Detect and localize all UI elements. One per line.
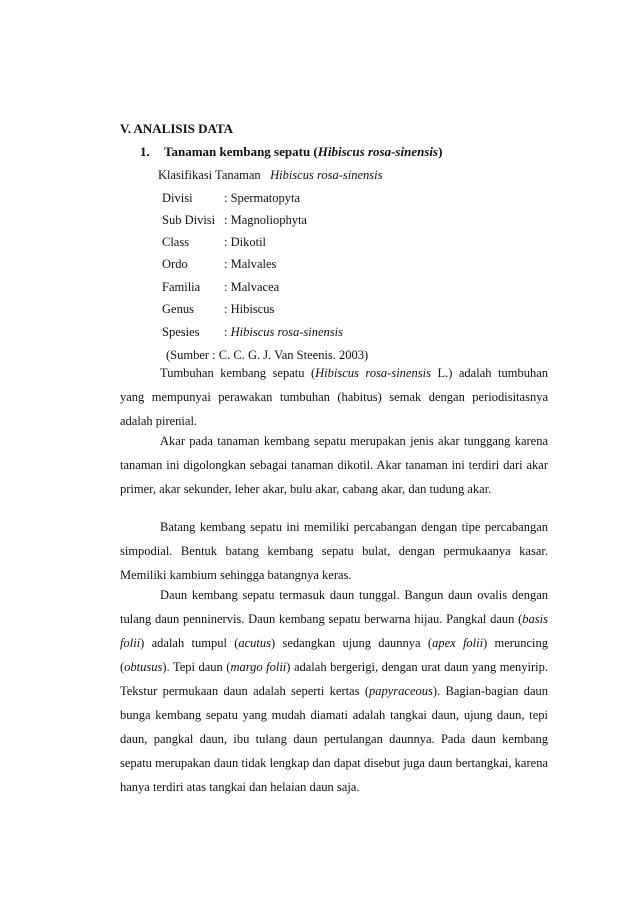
taxonomy-species-italic: Hibiscus rosa-sinensis	[230, 325, 343, 339]
text-run: Tumbuhan kembang sepatu (	[160, 366, 316, 380]
text-run: ) adalah bergerigi, dengan urat daun yang menyirip. Tekstur permukaan daun adalah seperti kertas (	[120, 660, 548, 698]
taxonomy-value: : Hibiscus	[224, 302, 275, 316]
text-run: ) meruncing (	[120, 636, 548, 674]
subsection-title-end: )	[438, 144, 443, 159]
taxonomy-key: Sub Divisi	[162, 213, 216, 227]
text-run: ) sedangkan ujung daunnya (	[271, 636, 433, 650]
taxonomy-row-ordo	[162, 257, 276, 272]
taxonomy-key: Divisi	[162, 191, 193, 205]
section-heading: V. ANALISIS DATA	[120, 121, 234, 136]
subsection-title-text: Tanaman kembang sepatu (	[164, 144, 318, 159]
taxonomy-row-class	[162, 235, 266, 250]
paragraph-habitus	[120, 361, 548, 433]
taxonomy-key: Ordo	[162, 257, 188, 271]
taxonomy-value: :	[224, 325, 231, 339]
taxonomy-value: : Spermatopyta	[224, 191, 301, 205]
taxonomy-key: Spesies	[162, 325, 200, 339]
taxonomy-key: Class	[162, 235, 190, 249]
classification-label	[158, 168, 382, 183]
italic-run: obtusus	[124, 660, 163, 674]
taxonomy-value: : Dikotil	[224, 235, 267, 249]
taxonomy-key: Familia	[162, 280, 201, 294]
paragraph-akar: Akar pada tanaman kembang sepatu merupakan jenis akar tunggang karena tanaman ini digolongkan sebagai tanaman dikotil. Akar tanaman ini terdiri dari akar primer, akar sekunder, leher akar, bulu akar, cabang akar, dan tudung akar.	[120, 434, 548, 496]
taxonomy-value: : Malvacea	[224, 280, 280, 294]
taxonomy-row-genus	[162, 302, 274, 317]
text-run: ). Bagian-bagian daun bunga kembang sepatu yang mudah diamati adalah tangkai daun, ujung daun, tepi daun, pangkal daun, ibu tulang daun pertulangan daunnya. Pada daun kembang sepatu merupakan daun tidak lengkap dan dapat disebut juga daun bertangkai, karena hanya terdiri atas tangkai dan helaian daun saja.	[120, 684, 548, 794]
italic-run: apex folii	[432, 636, 484, 650]
italic-run: margo folii	[230, 660, 287, 674]
taxonomy-key: Genus	[162, 302, 194, 316]
text-run: ) adalah tumpul (	[140, 636, 239, 650]
italic-run: papyraceous	[369, 684, 433, 698]
taxonomy-row-divisi	[162, 191, 300, 206]
classification-species: Hibiscus rosa-sinensis	[270, 168, 383, 182]
text-run: Daun kembang sepatu termasuk daun tunggal. Bangun daun ovalis dengan tulang daun penninervis. Daun kembang sepatu berwarna hijau. Pangkal daun (	[120, 588, 548, 626]
text-run: L.) adalah tumbuhan yang mempunyai perawakan tumbuhan (habitus) semak dengan periodisitasnya adalah pirenial.	[120, 366, 548, 428]
subsection-title-species: Hibiscus rosa-sinensis	[317, 144, 439, 159]
subsection-number: 1.	[140, 144, 150, 159]
taxonomy-row-subdivisi	[162, 213, 307, 228]
text-run: ). Tepi daun (	[162, 660, 231, 674]
italic-run: acutus	[238, 636, 272, 650]
classification-source: (Sumber : C. C. G. J. Van Steenis. 2003)	[166, 348, 369, 362]
taxonomy-row-spesies	[162, 325, 343, 340]
italic-run: basis folii	[120, 612, 548, 650]
italic-run: Hibiscus rosa-sinensis	[315, 366, 431, 380]
taxonomy-row-familia	[162, 280, 279, 295]
taxonomy-value: : Magnoliophyta	[224, 213, 307, 227]
paragraph-daun	[120, 583, 548, 799]
classification-label-text: Klasifikasi Tanaman	[158, 168, 261, 182]
subsection-title	[140, 144, 442, 160]
paragraph-batang: Batang kembang sepatu ini memiliki percabangan dengan tipe percabangan simpodial. Bentuk batang kembang sepatu bulat, dengan permukaanya kasar. Memiliki kambium sehingga batangnya keras.	[120, 520, 548, 582]
taxonomy-value: : Malvales	[224, 257, 277, 271]
